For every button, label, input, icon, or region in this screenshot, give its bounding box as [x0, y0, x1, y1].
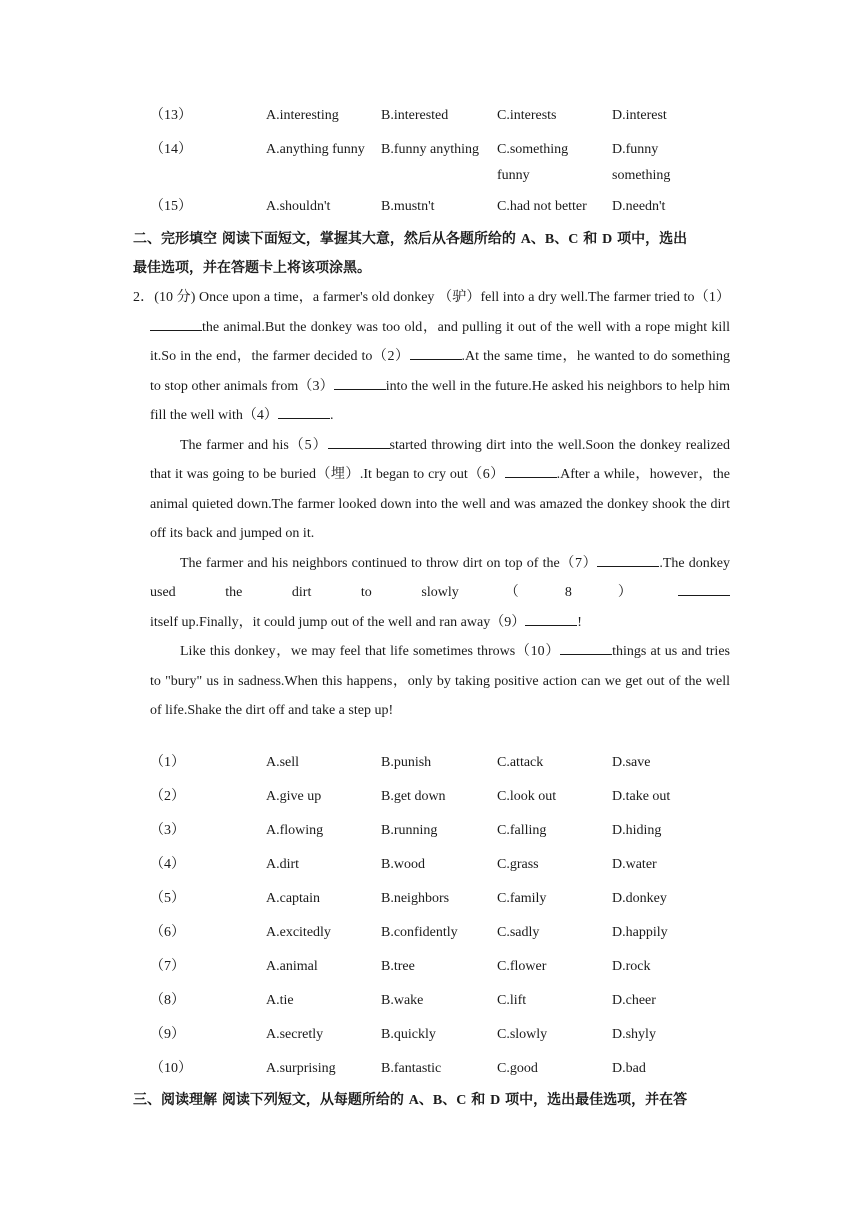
option-b: B.wake — [381, 993, 424, 1008]
option-c: C.something funny — [497, 142, 569, 183]
option-b: B.get down — [381, 789, 446, 804]
option-d: D.save — [612, 755, 651, 770]
q2-option-row — [150, 784, 740, 818]
option-a: A.give up — [266, 789, 322, 804]
option-a: A.anything funny — [266, 142, 365, 157]
section-3-heading-line-1: 三、阅读理解 阅读下列短文，从每题所给的 A、B、C 和 D 项中，选出最佳选项，并在答 — [133, 1092, 688, 1108]
cloze-passage — [133, 283, 730, 726]
option-number: （6） — [150, 925, 185, 940]
option-b: B.interested — [381, 108, 449, 123]
option-d: D.cheer — [612, 993, 656, 1008]
q1-option-row-13 — [150, 103, 740, 137]
option-b: B.neighbors — [381, 891, 450, 906]
option-number: （15） — [150, 199, 192, 214]
option-b: B.fantastic — [381, 1061, 442, 1076]
option-number: （3） — [150, 823, 185, 838]
option-c: C.good — [497, 1061, 538, 1076]
option-a: A.surprising — [266, 1061, 336, 1076]
blank-4 — [278, 404, 330, 419]
option-c: C.attack — [497, 755, 544, 770]
option-number: （13） — [150, 108, 192, 123]
blank-6 — [505, 463, 557, 478]
option-b: B.quickly — [381, 1027, 436, 1042]
section-2-heading-line-1: 二、完形填空 阅读下面短文，掌握其大意，然后从各题所给的 A、B、C 和 D 项中，选出 — [133, 231, 688, 247]
option-a: A.sell — [266, 755, 300, 770]
section-3-heading — [133, 1086, 733, 1115]
q2-option-row — [150, 852, 740, 886]
option-number: （4） — [150, 857, 185, 872]
blank-10 — [560, 640, 612, 655]
option-c: C.interests — [497, 108, 557, 123]
option-a: A.shouldn't — [266, 199, 331, 214]
blank-9 — [525, 611, 577, 626]
q2-option-row — [150, 1056, 740, 1090]
blank-8 — [678, 581, 730, 596]
option-d: D.shyly — [612, 1027, 656, 1042]
option-d: D.funny something — [612, 142, 671, 183]
blank-3 — [334, 375, 386, 390]
option-number: （9） — [150, 1027, 185, 1042]
option-d: D.happily — [612, 925, 668, 940]
option-a: A.excitedly — [266, 925, 331, 940]
q2-option-row — [150, 954, 740, 988]
option-number: （14） — [150, 142, 192, 157]
q1-option-row-15 — [150, 194, 740, 228]
option-number: （8） — [150, 993, 185, 1008]
option-d: D.bad — [612, 1061, 646, 1076]
passage-paragraph-3: The farmer and his neighbors continued to throw dirt on top of the（7） .The donkey used the dirt to slowly（8）itself up.Finally，it could jump out of the well and ran away（9） ! — [133, 549, 730, 638]
q2-options-table — [150, 750, 740, 1090]
option-c: C.grass — [497, 857, 539, 872]
q2-option-row — [150, 920, 740, 954]
option-a: A.animal — [266, 959, 318, 974]
option-d: D.take out — [612, 789, 671, 804]
option-d: D.needn't — [612, 199, 666, 214]
option-a: A.secretly — [266, 1027, 324, 1042]
option-a: A.captain — [266, 891, 321, 906]
blank-7 — [597, 552, 659, 567]
option-a: A.tie — [266, 993, 294, 1008]
option-b: B.confidently — [381, 925, 458, 940]
option-d: D.donkey — [612, 891, 667, 906]
q1-options-table — [150, 103, 740, 228]
option-c: C.sadly — [497, 925, 540, 940]
option-number: （10） — [150, 1061, 192, 1076]
q2-option-row — [150, 750, 740, 784]
q2-option-row — [150, 988, 740, 1022]
blank-2 — [410, 345, 462, 360]
section-2-heading — [133, 225, 733, 283]
blank-5 — [328, 434, 390, 449]
option-b: B.mustn't — [381, 199, 435, 214]
q1-option-row-14 — [150, 137, 740, 194]
option-a: A.dirt — [266, 857, 300, 872]
option-number: （1） — [150, 755, 185, 770]
option-a: A.interesting — [266, 108, 339, 123]
option-d: D.rock — [612, 959, 651, 974]
passage-paragraph-4: Like this donkey，we may feel that life sometimes throws（10） things at us and tries to "bury" us in sadness.When this happens，only by taking positive action can we get out of the well of life.Shake the dirt off and take a step up! — [133, 637, 730, 726]
option-c: C.family — [497, 891, 547, 906]
passage-paragraph-2: The farmer and his（5） started throwing dirt into the well.Soon the donkey realized that it was going to be buried（埋）.It began to cry out（6） .After a while，however，the animal quieted down.The farmer looked down into the well and was amazed the donkey shook the dirt off its back and jumped on it. — [133, 431, 730, 549]
section-2-heading-line-2: 最佳选项，并在答题卡上将该项涂黑。 — [133, 260, 371, 276]
blank-1 — [150, 316, 202, 331]
option-d: D.water — [612, 857, 657, 872]
option-a: A.flowing — [266, 823, 324, 838]
option-c: C.lift — [497, 993, 527, 1008]
option-c: C.look out — [497, 789, 557, 804]
option-c: C.falling — [497, 823, 547, 838]
option-b: B.funny anything — [381, 142, 479, 157]
option-number: （5） — [150, 891, 185, 906]
option-number: （7） — [150, 959, 185, 974]
option-number: （2） — [150, 789, 185, 804]
option-d: D.hiding — [612, 823, 662, 838]
option-d: D.interest — [612, 108, 667, 123]
q2-option-row — [150, 886, 740, 920]
option-b: B.tree — [381, 959, 415, 974]
option-b: B.wood — [381, 857, 425, 872]
option-c: C.slowly — [497, 1027, 548, 1042]
option-c: C.flower — [497, 959, 547, 974]
q2-option-row — [150, 818, 740, 852]
option-c: C.had not better — [497, 199, 587, 214]
option-b: B.running — [381, 823, 438, 838]
q2-option-row — [150, 1022, 740, 1056]
option-b: B.punish — [381, 755, 432, 770]
passage-paragraph-1: 2．(10 分) Once upon a time，a farmer's old donkey （驴）fell into a dry well.The farmer tried to（1）the animal.But the donkey was too old，and pulling it out of the well with a rope might kill it.So in the end，the farmer decided to（2） .At the same time，he wanted to do something to stop other animals from（3） into the well in the future.He asked his neighbors to help him fill the well with（4） . — [133, 290, 730, 423]
